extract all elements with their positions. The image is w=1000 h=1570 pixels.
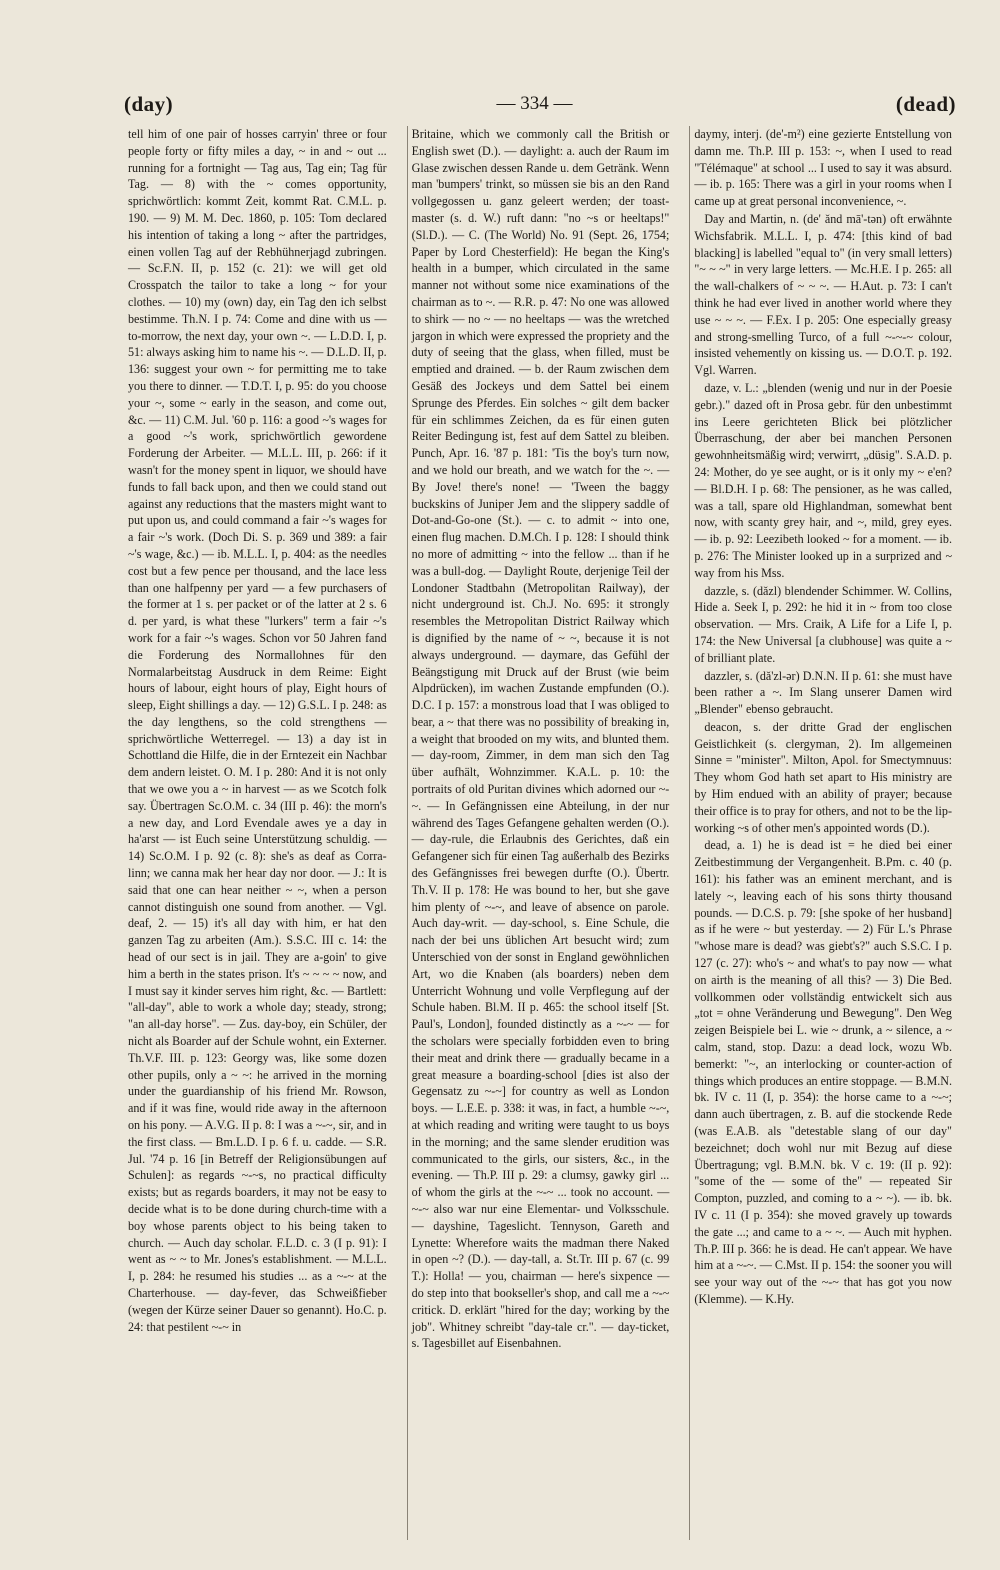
- right-headword: (dead): [895, 91, 956, 116]
- column-left: [124, 126, 391, 1540]
- text-columns: [124, 126, 956, 1540]
- entry-dead: dead, a. 1) he is dead ist = he died bei einer Zeitbestimmung der Vergangenheit. B.Pm. c. 40 (p. 161): his father was an eminent merchant, and is lately ~, leaving each of his sons thirty thousand pounds. — D.C.S. p. 79: [she spoke of her husband] as if he were ~ but yesterday. — 2) Für L.'s Phrase "whose mare is dead? was giebt's?" auch S.S.C. I p. 127 (c. 27): who's ~ and what's to pay now — what on airth is the meaning of all this? — 3) Die Bed. vollkommen oder vollständig entwickelt sich aus „tot = ohne Veränderung und Bewegung". Den Weg zeigen Beispiele bei L. wie ~ drunk, a ~ silence, a ~ calm, stand, stop. Dazu: a dead lock, wozu Wb. bemerkt: "~, an interlocking or counter-action of things which produces an entire stoppage. — B.M.N. bk. IV c. 11 (I, p. 354): the horse came to a ~-~; dann auch übertragen, z. B. auf die stockende Rede (was E.A.B. als "detestable slang of our day" bezeichnet; doch wohl nur mit Bezug auf diese Übertragung; vgl. B.M.N. bk. V c. 19: (II p. 92): "some of the — some of the" — repeated Sir Compton, puzzled, and coming to a ~ ~). — ib. bk. IV c. 11 (I p. 354): she moved gravely up towards the gate ...; and came to a ~ ~. — Auch mit hyphen. Th.P. III p. 366: he is dead. He can't appear. We have him at a ~-~. — C.Mst. II p. 154: the sooner you will see your way out of the ~-~ that has got you now (Klemme). — K.Hy.: [694, 838, 952, 1306]
- entry-daze: daze, v. L.: „blenden (wenig und nur in der Poesie gebr.)." dazed oft in Prosa gebr. für den unbestimmt ins Leere gerichteten Blick bei plötzlicher Überraschung, der aber bei manchen Personen gewohnheitsmäßig wird; verwirrt, „düsig". S.A.D. p. 24: Mother, do ye see aught, or is it only my ~ e'en? — Bl.D.H. I p. 68: The pensioner, as he was called, was a tall, spare old Highlandman, somewhat bent now, with scanty grey hair, and ~, mild, grey eyes. — ib. p. 92: Leezibeth looked ~ for a moment. — ib. p. 276: The Minister looked up in a surprized and ~ way from his Mss.: [694, 380, 952, 580]
- column-right: [689, 126, 956, 1540]
- column-left-text: tell him of one pair of hosses carryin' three or four people forty or fifty miles a day, ~ in and ~ out ... running for a fortnight — Tag aus, Tag ein; Tag für Tag. — 8) with the ~ comes opportunity, sprichwörtlich: kommt Zeit, kommt Rat. C.M.L. p. 190. — 9) M. M. Dec. 1860, p. 105: Tom declared his intention of taking a long ~ after the partridges, einen vollen Tag auf der Rebhühnerjagd zubringen. — Sc.F.N. II, p. 152 (c. 21): we will get old Crosspatch the tailor to take a long ~ for your clothes. — 10) my (own) day, ein Tag den ich selbst bestimme. Th.N. I p. 74: Come and dine with us — to-morrow, the next day, your own ~. — L.D.D. I, p. 51: always asking him to name his ~. — D.L.D. II, p. 136: suggest your own ~ for permitting me to take you there to dinner. — T.D.T. I, p. 95: do you choose your ~, some ~ early in the season, and come out, &c. — 11) C.M. Jul. '60 p. 116: a good ~'s wages for a good ~'s work, sprichwörtlich gewordene Forderung der Arbeiter. — M.L.L. III, p. 266: if it wasn't for the money spent in liquor, we should have funds to fall back upon, and then we could stand out against any reductions that the masters might want to put upon us, and could command a fair ~'s wages for a fair ~'s work. (Doch Di. S. p. 369 und 389: a fair ~'s wage, &c.) — ib. M.L.L. I, p. 404: as the needles cost but a few pence per thousand, and the lace less than one halfpenny per yard — a few purchasers of the former at 1 s. per packet or of the latter at 2 s. 6 d. per yard, is what these "lurkers" term a fair ~'s work for a fair ~'s wages. Schon vor 50 Jahren fand die Forderung des Normallohnes für den Normalarbeitstag Ausdruck in dem Reime: Eight hours of labour, eight hours of play, Eight hours of sleep, Eight shillings a day. — 12) G.S.L. I p. 248: as the day lengthens, so the cold strengthens — sprichwörtliche Wetterregel. — 13) a day ist in Schottland die Hilfe, die in der Erntezeit ein Nachbar dem andern leistet. O. M. I p. 280: And it is not only that we owe you a ~ in harvest — as we Scotch folk say. Übertragen Sc.O.M. c. 34 (III p. 46): the morn's a new day, and Lord Evendale awes ye a day in ha'arst — ist Euch seine Unterstützung schuldig. — 14) Sc.O.M. I p. 92 (c. 8): she's as deaf as Corra-linn; we canna mak her hear day nor door. — J.: It is said that one can hear neither ~ ~, when a person cannot distinguish one sound from another. — Vgl. deaf, 2. — 15) it's all day with him, er hat den ganzen Tag zu arbeiten (Am.). S.S.C. III c. 14: the head of our sect is in jail. They are a-goin' to give him a berth in the states prison. It's ~ ~ ~ ~ now, and I must say it kinder serves him right, &c. — Bartlett: "all-day", able to work a whole day; steady, strong; "an all-day horse". — Zus. day-boy, ein Schüler, der nicht als Boarder auf der Schule wohnt, ein Externer. Th.V.F. III. p. 123: Georgy was, like some dozen other pupils, only a ~ ~: he arrived in the morning under the guardianship of his friend Mr. Rowson, and if it was fine, would ride away in the afternoon on his pony. — A.V.G. II p. 8: I was a ~-~, sir, and in the first class. — Bm.L.D. I p. 6 f. u. cadde. — S.R. Jul. '74 p. 16 [in Betreff der Religionsübungen auf Schulen]: as regards ~-~s, no practical difficulty exists; but as regards boarders, it may not be easy to decide what is to be done during church-time with a boy whose parents object to his being taken to church. — Auch day scholar. F.L.D. c. 3 (I p. 91): I went as ~ ~ to Mr. Jones's establishment. — M.L.L. I, p. 284: he resumed his studies ... as a ~-~ at the Charterhouse. — day-fever, das Schweißfieber (wegen der Kürze seiner Dauer so genannt). Ho.C. p. 24: that pestilent ~-~ in: [128, 127, 387, 1334]
- page-number: — 334 —: [496, 93, 573, 114]
- page-header: [124, 84, 956, 124]
- entry-dazzler: dazzler, s. (dǎ'zl-ǝr) D.N.N. II p. 61: she must have been rather a ~. Im Slang unserer Damen wird „Blender" ebenso gebraucht.: [694, 668, 952, 717]
- column-middle: [407, 126, 674, 1540]
- entry-daymy: daymy, interj. (de'-m²) eine gezierte Entstellung von damn me. Th.P. III p. 153: ~, when I used to read "Télémaque" at school ... I used to say it was absurd. — ib. p. 165: There was a girl in your rooms when I came up at great personal inconvenience, ~.: [694, 127, 952, 209]
- entry-dazzle: dazzle, s. (dǎzl) blendender Schimmer. W. Collins, Hide a. Seek I, p. 292: he hid it in ~ from too close observation. — Mrs. Craik, A Life for a Life I, p. 174: the New Universal [a clubhouse] was quite a ~ of brilliant plate.: [694, 583, 952, 665]
- column-middle-text: Britaine, which we commonly call the British or English swet (D.). — daylight: a. auch der Raum im Glase zwischen dessen Rande u. dem Getränk. Wenn man 'bumpers' trinkt, so müssen sie bis an den Rand vollgegossen u. ganz geleert werden; der toast-master (s. d. W.) ruft dann: "no ~s or heeltaps!" (Sl.D.). — C. (The World) No. 91 (Sept. 26, 1754; Paper by Lord Chesterfield): He began the King's health in a bumper, which circulated in the same manner not without some nice examinations of the chairman as to ~. — R.R. p. 47: No one was allowed to shirk — no ~ — no heeltaps — was the wretched jargon in which were expressed the propriety and the duty of seeing that the glass, when filled, must be emptied and drained. — b. der Raum zwischen dem Gesäß des Jockeys und dem Sattel bei einem Sprunge des Pferdes. Ein solches ~ gilt dem backer für ein schlimmes Zeichen, da es für einen guten Reiter Bedingung ist, fest auf dem Sattel zu bleiben. Punch, Apr. 16. '87 p. 181: 'Tis the boy's turn now, and we hold our breath, and we watch for the ~. — By Jove! there's none! — 'Tween the baggy buckskins of Juniper Jem and the slippery saddle of Dot-and-Go-one (St.). — c. to admit ~ into one, einen flug machen. D.M.Ch. I p. 128: I should think no more of admitting ~ into the fellow ... than if he was a bull-dog. — Daylight Route, derjenige Teil der Londoner Stadtbahn (Metropolitan Railway), der nicht underground ist. Ch.J. No. 695: it strongly resembles the Metropolitan District Railway which is dignified by the name of ~ ~, because it is not always underground. — daymare, das Gefühl der Beängstigung mit Druck auf der Brust (wie beim Alpdrücken), im wachen Zustande empfunden (O.). D.C. I p. 157: a monstrous load that I was obliged to bear, a ~ that there was no possibility of breaking in, a weight that brooded on my wits, and blunted them. — day-room, Zimmer, in dem man sich den Tag über aufhält, Wohnzimmer. K.A.L. p. 10: the portraits of old Puritan divines which adorned our ~-~. — In Gefängnissen eine Abteilung, in der nur während des Tages Gefangene gehalten werden (O.). — day-rule, die Erlaubnis des Gerichtes, daß ein Gefangener sich für einen Tag außerhalb des Bezirks des Gefängnisses frei bewegen durfte (O.). Übertr. Th.V. II p. 178: He was bound to her, but she gave him plenty of ~-~, and leave of absence on parole. Auch day-writ. — day-school, s. Eine Schule, die nach der bei uns üblichen Art besucht wird; zum Unterschied von der sonst in England gewöhnlichen Art, wo die Knaben (als boarders) neben dem Unterricht Wohnung und volle Verpflegung auf der Schule haben. Bl.M. II p. 465: the school itself [St. Paul's, London], founded distinctly as a ~-~ — for the scholars were specially forbidden even to bring their meat and drink there — gradually became in a great measure a boarding-school [dies ist also der Gegensatz zu ~-~] for country as well as London boys. — L.E.E. p. 338: it was, in fact, a humble ~-~, at which reading and writing were taught to us boys in the morning; and the same slender erudition was communicated to the girls, our sisters, &c., in the evening. — Th.P. III p. 29: a clumsy, gawky girl ... of whom the girls at the ~-~ ... took no account. — ~-~ also war nur eine Elementar- und Volksschule. — dayshine, Tageslicht. Tennyson, Gareth and Lynette: Wherefore waits the madman there Naked in open ~? (D.). — day-tall, a. St.Tr. III p. 67 (c. 99 T.): Holla! — you, chairman — here's sixpence — do step into that bookseller's shop, and call me a ~-~ critick. D. erklärt "hired for the day; working by the job". Whitney schreibt "day-tale cr.". — day-ticket, s. Tagesbillet auf Eisenbahnen.: [411, 127, 670, 1351]
- entry-day-and-martin: Day and Martin, n. (de' ǎnd mā'-tǝn) oft erwähnte Wichsfabrik. M.L.L. I, p. 474: [this kind of bad blacking] is labelled "equal to" (in very small letters) "~ ~ ~" in very large letters. — Mc.H.E. I p. 265: all the wall-chalkers of ~ ~ ~. — H.Aut. p. 73: I can't think he had ever lived in another world where they use ~ ~ ~. — F.Ex. I p. 205: One especially greasy and strong-smelling Turco, of a full ~-~-~ colour, insisted vehemently on kissing us. — D.O.T. p. 192. Vgl. Warren.: [694, 211, 952, 378]
- entry-deacon: deacon, s. der dritte Grad der englischen Geistlichkeit (s. clergyman, 2). Im allgemeinen Sinne = "minister". Milton, Apol. for Smectymnuus: They whom God hath set apart to His ministry are by Him endued with an ability of prayer; because their office is to pray for others, and not to be the lip-working ~s of other men's appointed words (D.).: [694, 719, 952, 835]
- left-headword: (day): [124, 91, 174, 116]
